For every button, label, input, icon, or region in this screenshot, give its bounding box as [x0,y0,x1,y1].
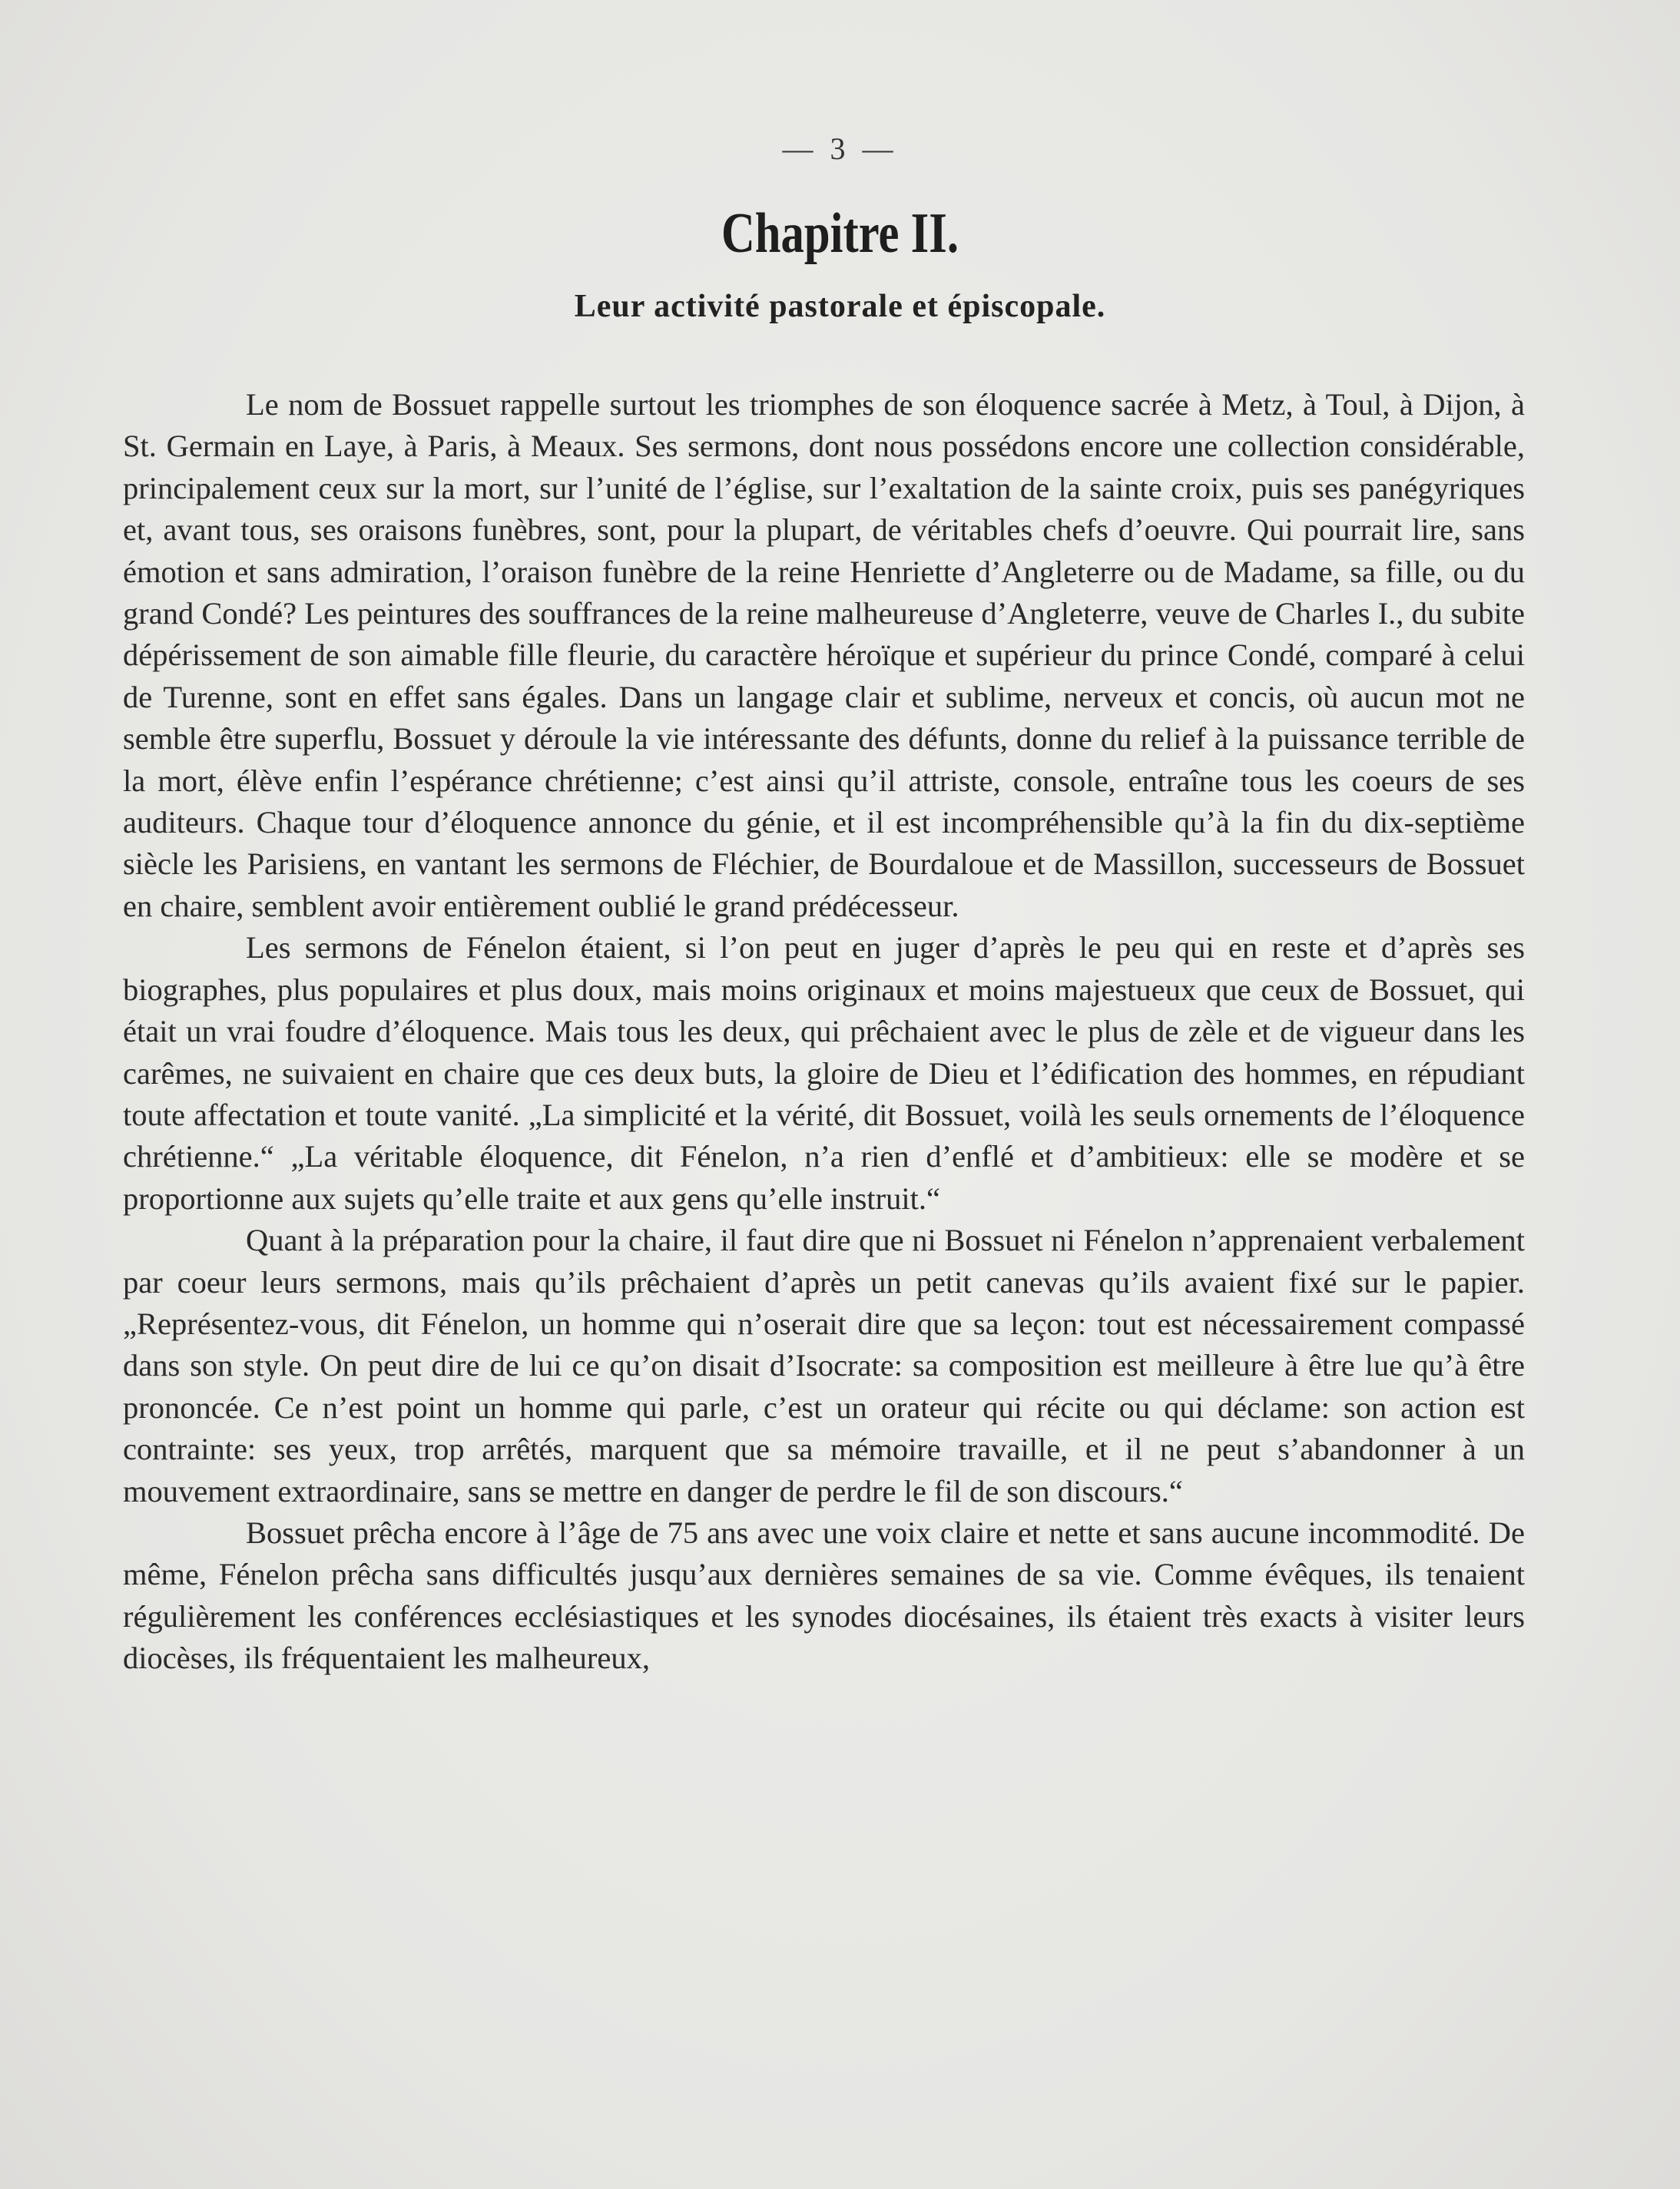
paragraph: Bossuet prêcha encore à l’âge de 75 ans avec une voix claire et nette et sans aucune incommodité. De même, Fénelon prêcha sans difficultés jusqu’aux dernières semaines de sa vie. Comme évêques, ils tenaient régulièrement les conférences ecclésiastiques et les synodes diocésaines, ils étaient très exacts à visiter leurs diocèses, ils fréquentaient les malheureux, [123,1515,1525,1676]
body-text [123,384,1525,1680]
page-number: — 3 — [782,131,898,166]
paragraph: Le nom de Bossuet rappelle surtout les triomphes de son éloquence sacrée à Metz, à Toul, à Dijon, à St. Germain en Laye, à Paris, à Meaux. Ses sermons, dont nous possédons encore une collection considérable, principalement ceux sur la mort, sur l’unité de l’église, sur l’exaltation de la sainte croix, puis ses panégyriques et, avant tous, ses oraisons funèbres, sont, pour la plupart, de véritables chefs d’oeuvre. Qui pourrait lire, sans émotion et sans admiration, l’oraison funèbre de la reine Henriette d’Angleterre ou de Madame, sa fille, ou du grand Condé? Les peintures des souffrances de la reine malheureuse d’Angleterre, veuve de Charles I., du subite dépérissement de son aimable fille fleurie, du caractère héroïque et supérieur du prince Condé, comparé à celui de Turenne, sont en effet sans égales. Dans un langage clair et sublime, nerveux et concis, où aucun mot ne semble être superflu, Bossuet y déroule la vie intéressante des défunts, donne du relief à la puissance terrible de la mort, élève enfin l’espérance chrétienne; c’est ainsi qu’il attriste, console, entraîne tous les coeurs de ses auditeurs. Chaque tour d’éloquence annonce du génie, et il est incompréhensible qu’à la fin du dix-septième siècle les Parisiens, en vantant les sermons de Fléchier, de Bourdaloue et de Massillon, successeurs de Bossuet en chaire, semblent avoir entièrement oublié le grand prédécesseur. [123,387,1525,923]
chapter-title: Chapitre II. [721,202,959,265]
chapter-subtitle: Leur activité pastorale et épiscopale. [574,289,1106,324]
paragraph: Quant à la préparation pour la chaire, il faut dire que ni Bossuet ni Fénelon n’apprenaient verbalement par coeur leurs sermons, mais qu’ils prêchaient d’après un petit canevas qu’ils avaient fixé sur le papier. „Représentez-vous, dit Fénelon, un homme qui n’oserait dire que sa leçon: tout est nécessairement compassé dans son style. On peut dire de lui ce qu’on disait d’Isocrate: sa composition est meilleure à être lue qu’à être prononcée. Ce n’est point un homme qui parle, c’est un orateur qui récite ou qui déclame: son action est contrainte: ses yeux, trop arrêtés, marquent que sa mémoire travaille, et il ne peut s’abandonner à un mouvement extraordinaire, sans se mettre en danger de perdre le fil de son discours.“ [123,1223,1525,1508]
paragraph: Les sermons de Fénelon étaient, si l’on peut en juger d’après le peu qui en reste et d’après ses biographes, plus populaires et plus doux, mais moins originaux et moins majestueux que ceux de Bossuet, qui était un vrai foudre d’éloquence. Mais tous les deux, qui prêchaient avec le plus de zèle et de vigueur dans les carêmes, ne suivaient en chaire que ces deux buts, la gloire de Dieu et l’édification des hommes, en répudiant toute affectation et toute vanité. „La simplicité et la vérité, dit Bossuet, voilà les seuls ornements de l’éloquence chrétienne.“ „La véritable éloquence, dit Fénelon, n’a rien d’enflé et d’ambitieux: elle se modère et se proportionne aux sujets qu’elle traite et aux gens qu’elle instruit.“ [123,930,1525,1216]
